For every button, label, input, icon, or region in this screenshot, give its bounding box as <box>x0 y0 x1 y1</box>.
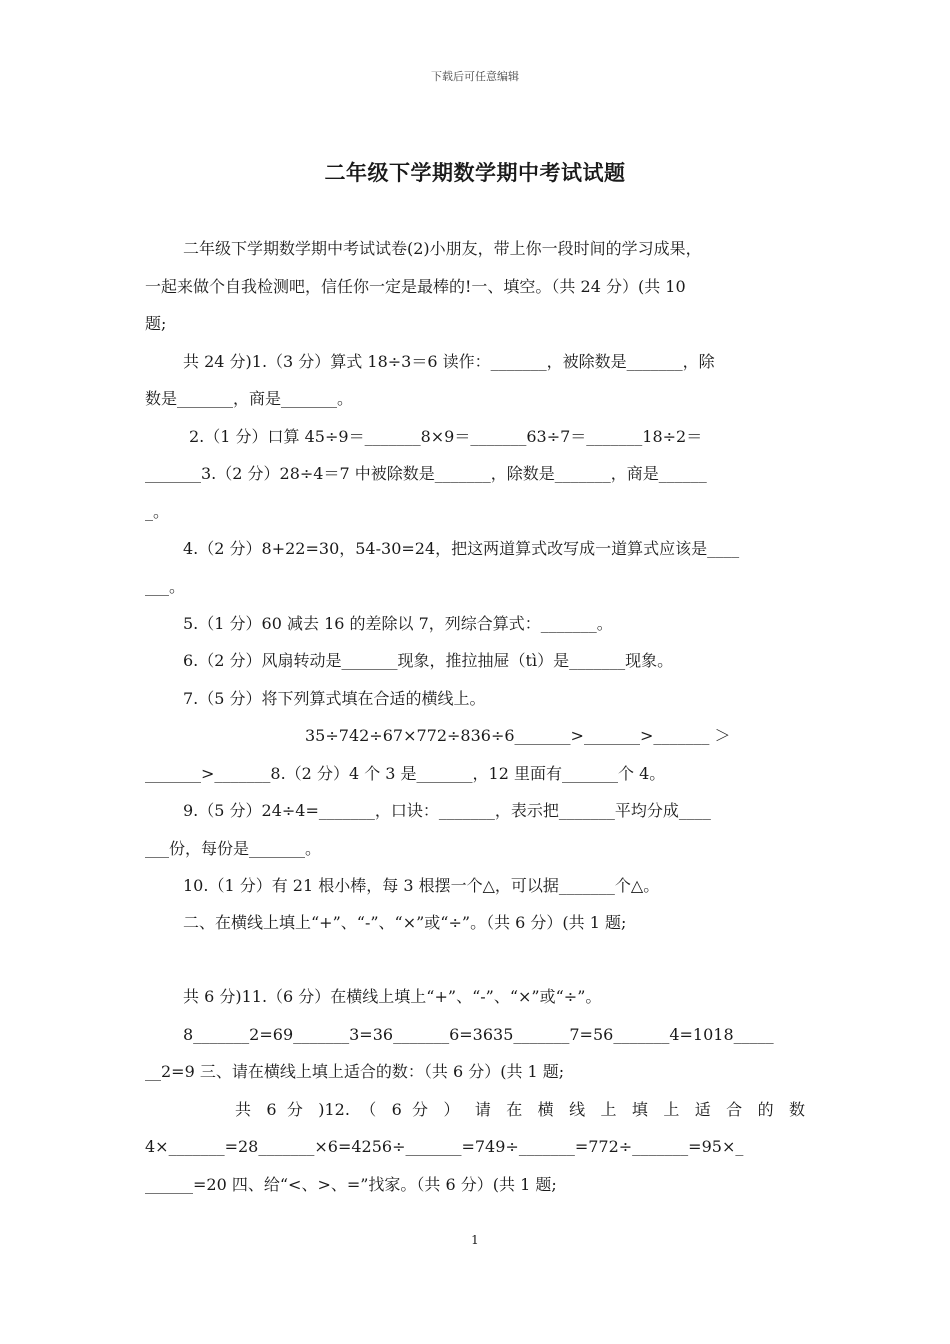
page-number: 1 <box>471 1233 479 1247</box>
question-line: 共 6 分)11.（6 分）在横线上填上“+”、“-”、“×”或“÷”。 <box>183 987 602 1006</box>
question-line: 7.（5 分）将下列算式填在合适的横线上。 <box>183 689 486 708</box>
paragraph-line: 一起来做个自我检测吧，信任你一定是最棒的!一、填空。（共 24 分）(共 10 <box>145 277 686 296</box>
question-line: 2.（1 分）口算 45÷9＝_______8×9＝_______63÷7＝_______18÷2＝ <box>189 427 703 446</box>
question-line: ___份，每份是_______。 <box>145 839 322 858</box>
question-line: 共 24 分)1.（3 分）算式 18÷3＝6 读作：_______，被除数是_______，除 <box>183 352 715 371</box>
section-heading: ______=20 四、给“<、>、=”找家。（共 6 分）(共 1 题; <box>145 1175 557 1194</box>
question-line: 10.（1 分）有 21 根小棒，每 3 根摆一个△，可以据_______个△。 <box>183 876 660 895</box>
document-title: 二年级下学期数学期中考试试题 <box>324 160 626 185</box>
section-heading: 二、在横线上填上“+”、“-”、“×”或“÷”。（共 6 分）(共 1 题; <box>183 913 627 932</box>
question-line: 6.（2 分）风扇转动是_______现象，推拉抽屉（tì）是_______现象。 <box>183 651 674 670</box>
question-line: 共 6 分 )12. （ 6 分 ） 请 在 横 线 上 填 上 适 合 的 数 <box>235 1100 805 1119</box>
paragraph-line: 二年级下学期数学期中考试试卷(2)小朋友，带上你一段时间的学习成果， <box>183 239 702 258</box>
question-line: ___。 <box>145 577 186 596</box>
question-line: 数是_______，商是_______。 <box>145 389 354 408</box>
page-header: 下载后可任意编辑 <box>431 70 519 83</box>
question-line: _。 <box>145 502 170 521</box>
question-line: _______>_______8.（2 分）4 个 3 是_______，12 里面有_______个 4。 <box>145 764 666 783</box>
section-heading: __2=9 三、请在横线上填上适合的数：（共 6 分）(共 1 题; <box>145 1062 565 1081</box>
question-line: 35÷742÷67×772÷836÷6_______>_______>_______ ＞ <box>305 726 731 745</box>
question-line: 8_______2=69_______3=36_______6=3635_______7=56_______4=1018_____ <box>183 1025 774 1044</box>
paragraph-line: 题; <box>145 314 167 333</box>
question-line: 9.（5 分）24÷4=_______，口诀：_______，表示把_______平均分成____ <box>183 801 711 820</box>
question-line: 4.（2 分）8+22=30，54-30=24，把这两道算式改写成一道算式应该是____ <box>183 539 740 558</box>
question-line: 4×_______=28_______×6=4256÷_______=749÷_______=772÷_______=95×_ <box>145 1137 744 1156</box>
question-line: 5.（1 分）60 减去 16 的差除以 7，列综合算式：_______。 <box>183 614 613 633</box>
question-line: _______3.（2 分）28÷4＝7 中被除数是_______，除数是_______，商是______ <box>145 464 707 483</box>
